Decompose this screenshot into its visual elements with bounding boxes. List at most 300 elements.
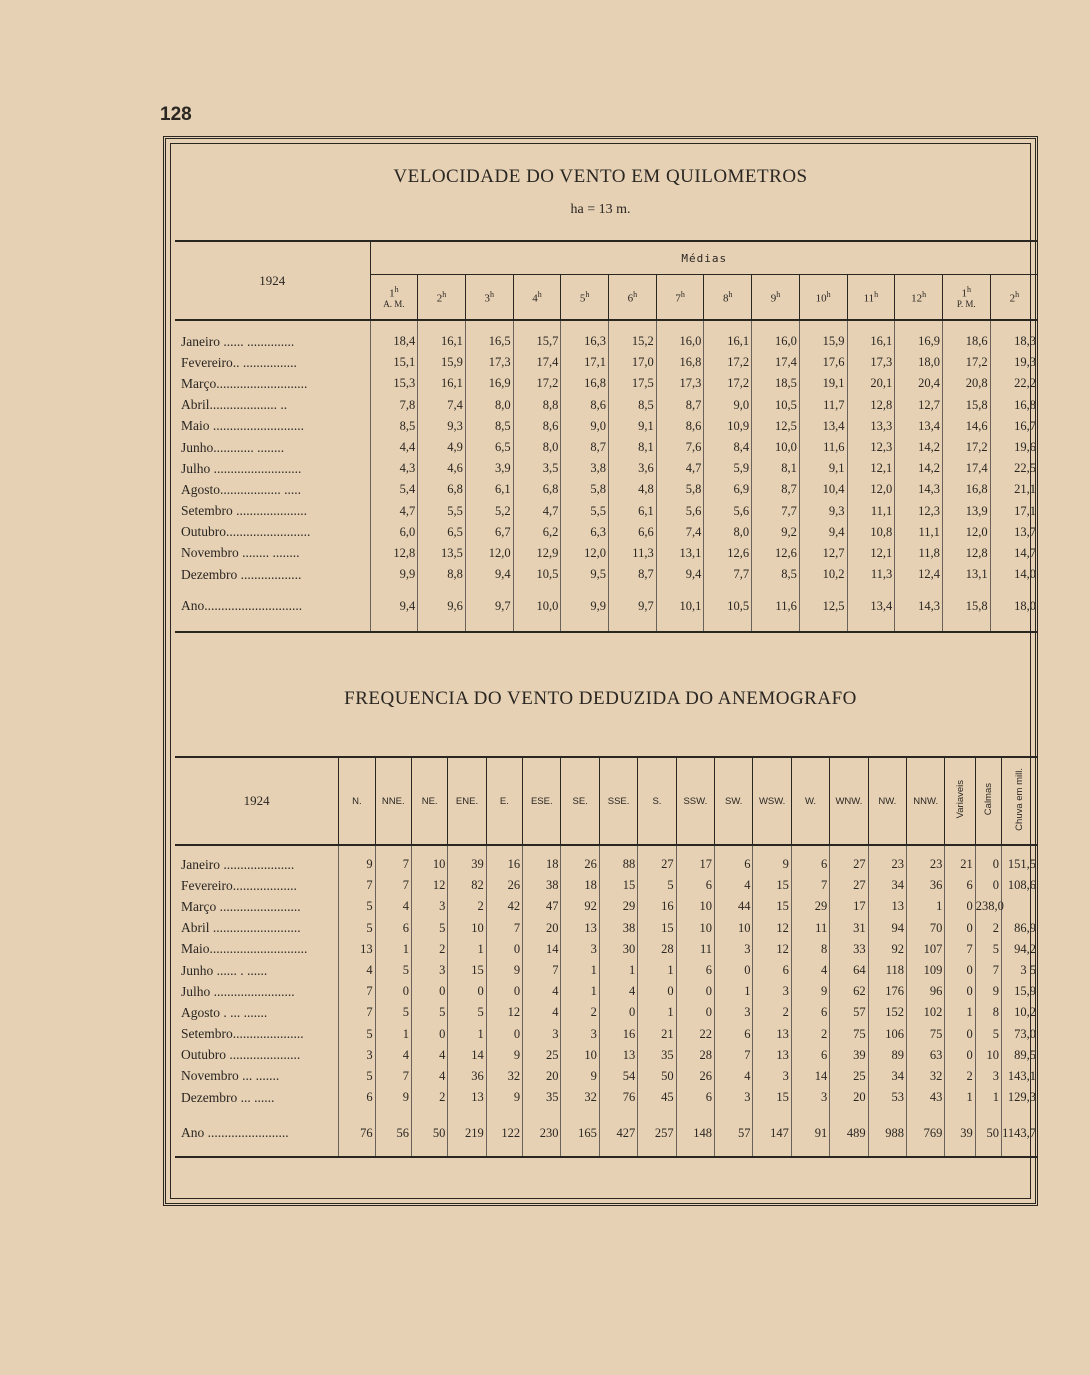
table-cell: 257 <box>638 1122 676 1144</box>
table-cell: 3 <box>975 1066 1001 1087</box>
table-row <box>175 1002 1038 1023</box>
table-cell: 11,1 <box>895 522 943 543</box>
table-cell: 20,8 <box>942 373 990 394</box>
spacer-cell <box>513 585 561 595</box>
table-cell: 7 <box>375 875 411 896</box>
medias-header: Médias <box>370 241 1038 275</box>
table-cell: 13,5 <box>418 543 466 564</box>
direction-header: E. <box>486 757 522 845</box>
table-cell: 0 <box>945 1045 975 1066</box>
table-cell: 20,4 <box>895 373 943 394</box>
table-cell: 3 <box>715 939 753 960</box>
hour-suffix: h <box>537 289 542 299</box>
table-cell: 4,8 <box>609 479 657 500</box>
hour-header <box>656 275 704 321</box>
table-row <box>175 896 1038 917</box>
table-cell: 35 <box>638 1045 676 1066</box>
table-cell: 91 <box>791 1122 829 1144</box>
table-cell: 10 <box>676 896 714 917</box>
frequencia-table-body <box>175 845 1038 1157</box>
velocidade-subtitle: ha = 13 m. <box>570 202 631 217</box>
table-cell: 12,8 <box>370 543 418 564</box>
table-cell: 63 <box>907 1045 945 1066</box>
table-cell: 17,4 <box>752 352 800 373</box>
row-label: Outubro ..................... <box>181 1047 301 1063</box>
spacer-cell <box>752 585 800 595</box>
table-cell: 3 5 <box>1001 960 1038 981</box>
table-cell: 0 <box>945 918 975 939</box>
row-label: Novembro ... ....... <box>181 1068 280 1084</box>
velocidade-title: VELOCIDADE DO VENTO EM QUILOMETROS <box>393 166 808 187</box>
table-cell: 427 <box>599 1122 637 1144</box>
spacer-cell <box>753 1144 791 1157</box>
hour-suffix: h <box>633 289 638 299</box>
spacer-cell <box>465 617 513 632</box>
table-cell: 0 <box>945 1024 975 1045</box>
table-cell: 32 <box>561 1087 599 1108</box>
spacer-cell <box>523 1108 561 1122</box>
table-cell: 28 <box>638 939 676 960</box>
spacer-cell <box>945 1108 975 1122</box>
table-cell: 5 <box>411 1002 447 1023</box>
table-cell: 1 <box>561 981 599 1002</box>
hour-header <box>704 275 752 321</box>
table-cell: 16,1 <box>418 320 466 352</box>
table-row <box>175 1066 1038 1087</box>
table-cell: 34 <box>868 1066 906 1087</box>
hour-number: 7 <box>675 292 681 305</box>
table-cell: 1 <box>945 1087 975 1108</box>
table-cell: 988 <box>868 1122 906 1144</box>
table-cell: 14,2 <box>895 458 943 479</box>
table-cell: 3 <box>715 1087 753 1108</box>
table-cell: 8,8 <box>418 564 466 585</box>
table-cell: 12,6 <box>752 543 800 564</box>
table-cell: 16 <box>599 1024 637 1045</box>
spacer-cell <box>638 1108 676 1122</box>
table-cell: 9 <box>339 845 375 875</box>
spacer-cell <box>175 1144 339 1157</box>
table-cell: 8,0 <box>513 437 561 458</box>
spacer-cell <box>990 617 1038 632</box>
table-cell: 17,5 <box>609 373 657 394</box>
table-cell: 9,4 <box>465 564 513 585</box>
spacer-cell <box>175 1108 339 1122</box>
spacer-row <box>175 1108 1038 1122</box>
direction-header: NE. <box>411 757 447 845</box>
frequencia-table <box>175 756 1038 1158</box>
table-cell: 4 <box>411 1045 447 1066</box>
spacer-cell <box>704 617 752 632</box>
table-cell: 14,3 <box>895 595 943 617</box>
table-cell: 7 <box>339 1002 375 1023</box>
hour-suffix: h <box>442 289 447 299</box>
table-cell: 8,7 <box>609 564 657 585</box>
direction-header: NW. <box>868 757 906 845</box>
table-row <box>175 939 1038 960</box>
table-cell: 21 <box>945 845 975 875</box>
table-cell: 21 <box>638 1024 676 1045</box>
table-cell: 3 <box>715 1002 753 1023</box>
spacer-cell <box>339 1144 375 1157</box>
table-row <box>175 1122 1038 1144</box>
table-cell: 11 <box>791 918 829 939</box>
table-cell: 16,3 <box>561 320 609 352</box>
table-cell: 109 <box>907 960 945 981</box>
table-cell: 25 <box>830 1066 868 1087</box>
table-cell: 15 <box>448 960 486 981</box>
table-cell: 13,9 <box>942 501 990 522</box>
table-cell: 6,5 <box>465 437 513 458</box>
table-cell: 7 <box>339 875 375 896</box>
table-cell: 12,1 <box>847 543 895 564</box>
spacer-cell <box>609 617 657 632</box>
table-cell: 6,6 <box>609 522 657 543</box>
spacer-cell <box>370 617 418 632</box>
spacer-cell <box>638 1144 676 1157</box>
table-row <box>175 479 1038 500</box>
table-cell: 12,9 <box>513 543 561 564</box>
table-cell: 8 <box>791 939 829 960</box>
table-row <box>175 501 1038 522</box>
table-cell: 10,5 <box>752 395 800 416</box>
hour-header <box>990 275 1038 321</box>
spacer-cell <box>990 585 1038 595</box>
table-cell: 17,4 <box>942 458 990 479</box>
spacer-cell <box>561 1108 599 1122</box>
frequencia-header-row <box>175 757 1038 845</box>
hour-header <box>561 275 609 321</box>
table-cell: 9 <box>486 960 522 981</box>
table-cell: 12 <box>753 939 791 960</box>
row-label: Outubro......................... <box>181 524 311 540</box>
spacer-cell <box>448 1108 486 1122</box>
table-cell: 1 <box>975 1087 1001 1108</box>
table-cell: 5,6 <box>656 501 704 522</box>
extra-header <box>975 757 1001 845</box>
hour-header <box>799 275 847 321</box>
table-cell: 15,1 <box>370 352 418 373</box>
hour-number: 4 <box>532 292 538 305</box>
table-row <box>175 564 1038 585</box>
table-cell: 12,3 <box>847 437 895 458</box>
table-cell: 12 <box>411 875 447 896</box>
table-cell: 1 <box>599 960 637 981</box>
table-cell: 0 <box>486 1024 522 1045</box>
table-cell: 17,2 <box>942 352 990 373</box>
table-cell: 15 <box>753 875 791 896</box>
hour-number: 1 <box>961 287 968 300</box>
table-cell: 12,1 <box>847 458 895 479</box>
table-cell: 17,1 <box>990 501 1038 522</box>
table-cell: 12,8 <box>942 543 990 564</box>
row-label: Março........................... <box>181 375 308 391</box>
table-cell: 28 <box>676 1045 714 1066</box>
table-cell: 94 <box>868 918 906 939</box>
table-cell: 9,5 <box>561 564 609 585</box>
table-cell: 1 <box>638 1002 676 1023</box>
table-cell: 12,7 <box>895 395 943 416</box>
table-cell: 7 <box>375 845 411 875</box>
table-cell: 9,0 <box>704 395 752 416</box>
table-cell: 12,4 <box>895 564 943 585</box>
table-cell: 13 <box>868 896 906 917</box>
spacer-cell <box>513 617 561 632</box>
hour-number: 2 <box>1009 292 1016 305</box>
table-cell: 43 <box>907 1087 945 1108</box>
table-cell: 75 <box>907 1024 945 1045</box>
table-cell: 7 <box>791 875 829 896</box>
table-cell: 152 <box>868 1002 906 1023</box>
table-cell: 50 <box>638 1066 676 1087</box>
table-cell: 11,3 <box>609 543 657 564</box>
table-cell: 12,8 <box>847 395 895 416</box>
table-cell: 50 <box>975 1122 1001 1144</box>
table-cell: 39 <box>830 1045 868 1066</box>
table-cell: 14,2 <box>895 437 943 458</box>
spacer-cell <box>799 585 847 595</box>
table-cell: 96 <box>907 981 945 1002</box>
table-cell: 25 <box>523 1045 561 1066</box>
table-cell: 11,6 <box>752 595 800 617</box>
spacer-cell <box>945 1144 975 1157</box>
table-cell: 12,6 <box>704 543 752 564</box>
table-row <box>175 595 1038 617</box>
table-cell: 165 <box>561 1122 599 1144</box>
table-cell: 9,2 <box>752 522 800 543</box>
spacer-cell <box>411 1144 447 1157</box>
table-cell: 4,7 <box>656 458 704 479</box>
table-cell: 6 <box>676 875 714 896</box>
hour-number: 6 <box>627 292 634 305</box>
spacer-cell <box>339 1108 375 1122</box>
table-cell: 16,8 <box>990 395 1038 416</box>
table-cell: 16,8 <box>656 352 704 373</box>
table-cell: 3 <box>523 1024 561 1045</box>
hour-suffix: h <box>1015 289 1020 299</box>
table-cell: 6,0 <box>370 522 418 543</box>
page-number: 128 <box>160 104 192 125</box>
table-cell: 5 <box>339 896 375 917</box>
row-label: Julho ........................ <box>181 983 295 999</box>
table-cell: 6,1 <box>609 501 657 522</box>
table-cell: 18,6 <box>942 320 990 352</box>
table-cell: 1 <box>448 1024 486 1045</box>
table-cell: 22,5 <box>990 458 1038 479</box>
hour-suffix: h <box>874 289 879 299</box>
table-cell: 15,7 <box>513 320 561 352</box>
table-cell: 8,7 <box>752 479 800 500</box>
table-cell: 3 <box>411 896 447 917</box>
table-cell: 6 <box>715 845 753 875</box>
table-cell: 0 <box>411 981 447 1002</box>
table-cell: 9 <box>486 1045 522 1066</box>
spacer-cell <box>411 1108 447 1122</box>
spacer-cell <box>753 1108 791 1122</box>
table-cell: 0 <box>638 981 676 1002</box>
spacer-cell <box>375 1144 411 1157</box>
direction-header: WNW. <box>830 757 868 845</box>
table-cell: 11,6 <box>799 437 847 458</box>
table-cell: 0 <box>975 875 1001 896</box>
vertical-header-label: Chuva em mill. <box>1014 768 1026 831</box>
table-cell: 2 <box>945 1066 975 1087</box>
table-cell: 17 <box>676 845 714 875</box>
table-cell: 4 <box>523 981 561 1002</box>
table-cell: 10 <box>448 918 486 939</box>
hour-number: 11 <box>863 292 875 305</box>
table-cell: 62 <box>830 981 868 1002</box>
table-cell: 16,7 <box>990 416 1038 437</box>
hour-number: 8 <box>723 292 729 305</box>
table-row <box>175 352 1038 373</box>
hour-number: 10 <box>815 292 827 305</box>
table-cell: 3 <box>561 939 599 960</box>
table-cell: 8,4 <box>704 437 752 458</box>
spacer-cell <box>975 1144 1001 1157</box>
table-cell: 92 <box>561 896 599 917</box>
table-cell: 9 <box>561 1066 599 1087</box>
table-cell: 9,7 <box>465 595 513 617</box>
table-cell: 4,7 <box>370 501 418 522</box>
table-cell: 0 <box>448 981 486 1002</box>
table-cell: 20 <box>830 1087 868 1108</box>
row-label: Novembro ........ ........ <box>181 545 300 561</box>
table-cell: 8,5 <box>370 416 418 437</box>
table-cell: 23 <box>868 845 906 875</box>
spacer-cell <box>791 1108 829 1122</box>
table-cell: 17,3 <box>465 352 513 373</box>
table-cell: 9,0 <box>561 416 609 437</box>
table-cell: 10 <box>561 1045 599 1066</box>
empty-cell <box>1001 896 1038 917</box>
table-cell: 15,8 <box>942 395 990 416</box>
table-cell: 39 <box>945 1122 975 1144</box>
table-cell: 6,3 <box>561 522 609 543</box>
table-cell: 76 <box>339 1122 375 1144</box>
table-cell: 2 <box>411 1087 447 1108</box>
row-label: Setembro..................... <box>181 1026 304 1042</box>
table-cell: 10 <box>975 1045 1001 1066</box>
direction-header: N. <box>339 757 375 845</box>
hour-suffix: h <box>490 289 494 299</box>
table-cell: 26 <box>486 875 522 896</box>
table-cell: 18,0 <box>895 352 943 373</box>
table-cell: 86,9 <box>1001 918 1038 939</box>
hour-suffix: h <box>585 289 590 299</box>
table-cell: 12,0 <box>465 543 513 564</box>
table-cell: 12,5 <box>752 416 800 437</box>
table-row <box>175 845 1038 875</box>
table-cell: 17,6 <box>799 352 847 373</box>
row-label: Julho .......................... <box>181 460 302 476</box>
table-cell: 6 <box>753 960 791 981</box>
table-row <box>175 960 1038 981</box>
table-cell: 6 <box>945 875 975 896</box>
table-cell: 6,8 <box>513 479 561 500</box>
table-cell: 7 <box>945 939 975 960</box>
table-cell: 5 <box>975 939 1001 960</box>
table-cell: 14 <box>523 939 561 960</box>
table-cell: 143,1 <box>1001 1066 1038 1087</box>
table-cell: 1 <box>715 981 753 1002</box>
table-cell: 7 <box>523 960 561 981</box>
table-cell: 4,7 <box>513 501 561 522</box>
row-label: Agosto . ... ....... <box>181 1004 268 1020</box>
table-cell: 82 <box>448 875 486 896</box>
table-cell: 11 <box>676 939 714 960</box>
table-cell: 17 <box>830 896 868 917</box>
table-cell: 16,1 <box>418 373 466 394</box>
spacer-cell <box>561 617 609 632</box>
spacer-cell <box>942 585 990 595</box>
table-cell: 4,3 <box>370 458 418 479</box>
table-cell: 8,6 <box>656 416 704 437</box>
table-row <box>175 981 1038 1002</box>
table-cell: 11,8 <box>895 543 943 564</box>
table-cell: 5,5 <box>561 501 609 522</box>
table-cell: 47 <box>523 896 561 917</box>
table-cell: 94,2 <box>1001 939 1038 960</box>
spacer-cell <box>418 585 466 595</box>
table-cell: 13 <box>339 939 375 960</box>
table-cell: 16,9 <box>465 373 513 394</box>
table-cell: 9,4 <box>799 522 847 543</box>
table-cell: 17,3 <box>847 352 895 373</box>
row-label: Janeiro ..................... <box>181 856 295 872</box>
table-cell: 1 <box>945 1002 975 1023</box>
table-cell: 15 <box>753 896 791 917</box>
table-cell: 7 <box>715 1045 753 1066</box>
table-cell: 1 <box>448 939 486 960</box>
table-cell: 26 <box>676 1066 714 1087</box>
table-cell: 20,1 <box>847 373 895 394</box>
table-cell: 2 <box>561 1002 599 1023</box>
hour-header <box>513 275 561 321</box>
table-cell: 0 <box>676 1002 714 1023</box>
table-cell: 10,0 <box>752 437 800 458</box>
spacer-cell <box>1001 1144 1038 1157</box>
table-cell: 5 <box>339 1066 375 1087</box>
table-cell: 20 <box>523 1066 561 1087</box>
table-cell: 5 <box>339 918 375 939</box>
hour-header <box>895 275 943 321</box>
table-cell: 16,8 <box>561 373 609 394</box>
table-cell: 10,9 <box>704 416 752 437</box>
table-cell: 10,8 <box>847 522 895 543</box>
table-cell: 15 <box>599 875 637 896</box>
hour-suffix: h <box>967 284 972 294</box>
table-cell: 33 <box>830 939 868 960</box>
table-cell: 15 <box>638 918 676 939</box>
row-label: Março ........................ <box>181 898 301 914</box>
hour-suffix: h <box>826 289 831 299</box>
hour-note: P. M. <box>956 299 976 310</box>
table-cell: 13,4 <box>847 595 895 617</box>
hour-header <box>847 275 895 321</box>
spacer-cell <box>599 1144 637 1157</box>
table-cell: 15 <box>753 1087 791 1108</box>
table-cell: 11,7 <box>799 395 847 416</box>
table-cell: 12,3 <box>895 501 943 522</box>
spacer-cell <box>448 1144 486 1157</box>
table-cell: 7 <box>975 960 1001 981</box>
velocidade-table-body <box>175 320 1038 632</box>
table-cell: 0 <box>945 960 975 981</box>
table-cell: 50 <box>411 1122 447 1144</box>
table-cell: 16 <box>638 896 676 917</box>
frequencia-year-header: 1924 <box>175 757 339 845</box>
